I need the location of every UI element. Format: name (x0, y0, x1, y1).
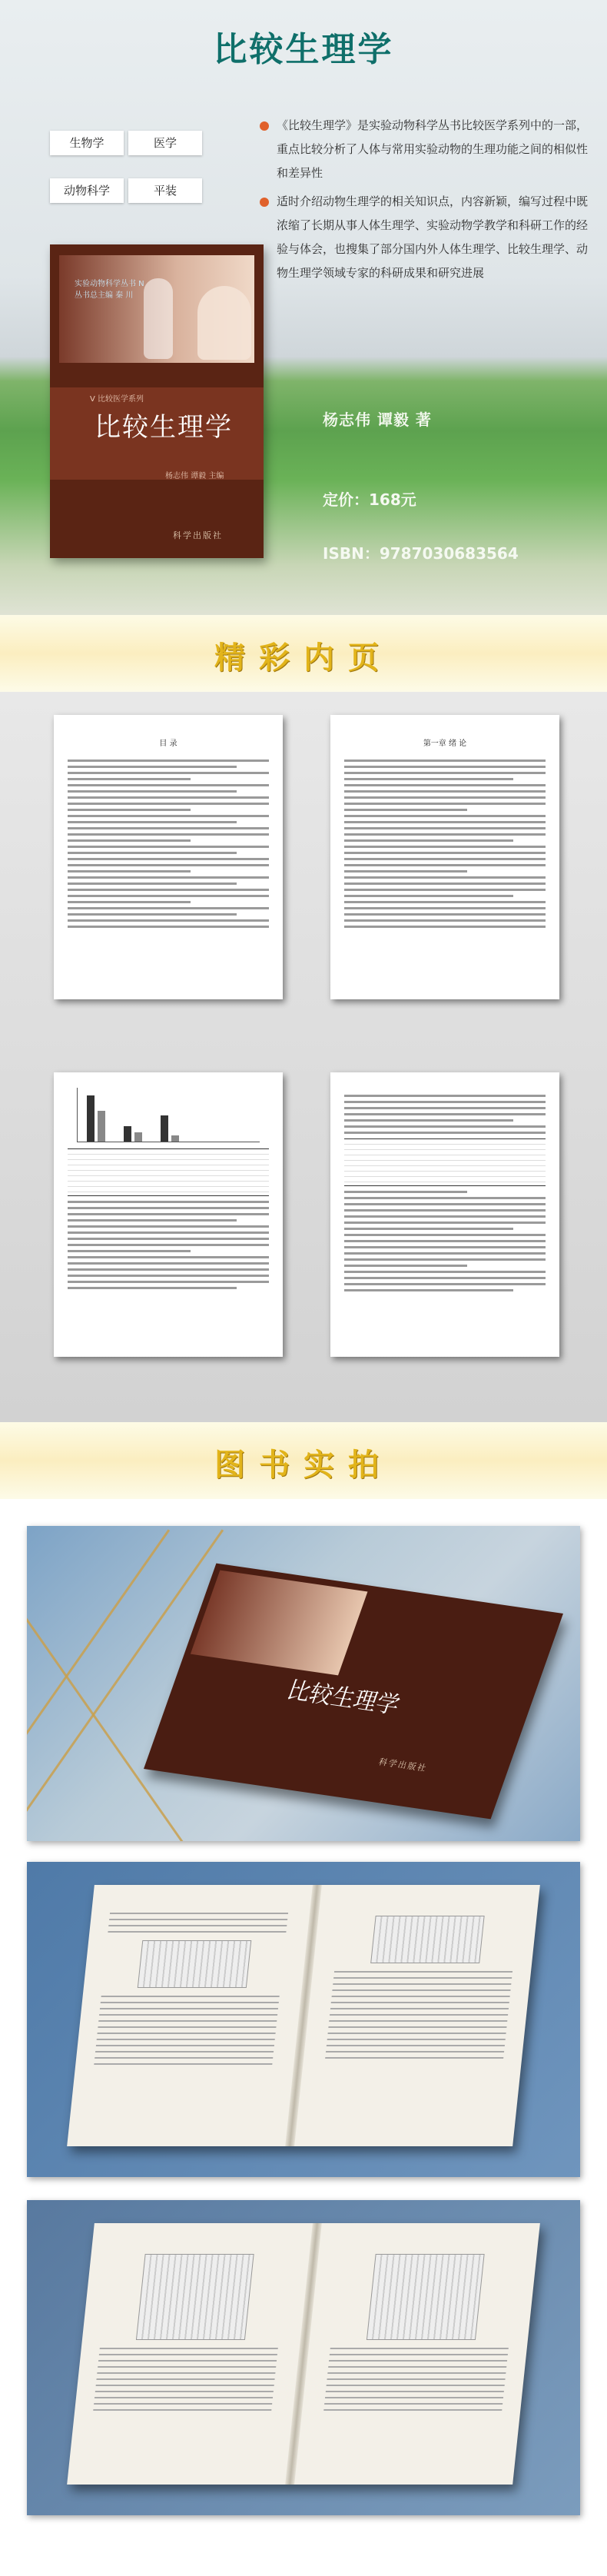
cover-publisher: 科学出版社 (173, 530, 223, 540)
page-diagram-illustration (138, 1940, 252, 1988)
page-table-illustration (68, 1148, 269, 1196)
photo-book-illustration (191, 1571, 368, 1676)
bullet-dot-icon (260, 121, 269, 131)
description-text: 《比较生理学》是实验动物科学丛书比较医学系列中的一部，重点比较分析了人体与常用实验动物的生理功能之间的相似性和差异性 (277, 118, 589, 180)
photo-open-book-2 (27, 2200, 580, 2515)
description-text: 适时介绍动物生理学的相关知识点，内容新颖，编写过程中既浓缩了长期从事人体生理学、实验动物学教学和科研工作的经验与体会，也搜集了部分国内外人体生理学、比较生理学、动物生理学领域专家的科研成果和研究进展 (277, 194, 589, 280)
sample-page-table (330, 1072, 559, 1357)
author-line: 杨志伟 谭毅 著 (323, 410, 432, 429)
inner-pages-gallery (0, 692, 607, 1422)
open-book (67, 2223, 540, 2485)
book-cover (50, 244, 264, 558)
isbn: ISBN：9787030683564 (323, 544, 519, 563)
sample-page-toc (54, 715, 283, 999)
tag-animal-science: 动物科学 (50, 178, 124, 203)
photo-book (144, 1564, 563, 1820)
monkey-figure-icon (197, 286, 251, 360)
section-title-photos: 图书实拍 (214, 1448, 393, 1483)
page-table-illustration (344, 1138, 546, 1186)
tag-biology: 生物学 (50, 131, 124, 155)
sample-page-chapter (330, 715, 559, 999)
hero-section (0, 0, 607, 615)
description-item (260, 190, 590, 285)
description-list (260, 114, 590, 290)
page-anatomy-illustration (367, 2254, 485, 2340)
bullet-dot-icon (260, 198, 269, 207)
section-title-inner-pages: 精彩内页 (214, 640, 393, 676)
cover-series-line1: 实验动物科学丛书 N (75, 280, 144, 288)
cover-series (75, 278, 144, 301)
tag-paperback: 平装 (128, 178, 202, 203)
section-banner-photos (0, 1422, 607, 1499)
page-anatomy-illustration (136, 2254, 254, 2340)
cover-authors: 杨志伟 谭毅 主编 (165, 472, 224, 480)
open-book (67, 1885, 540, 2146)
chapter-title: 第一章 绪 论 (423, 740, 467, 748)
description-item (260, 114, 590, 185)
photo-open-book-1 (27, 1862, 580, 2177)
cover-illustration (59, 255, 254, 363)
tag-medicine: 医学 (128, 131, 202, 155)
page-chart-illustration (77, 1088, 260, 1142)
photo-book-cover (27, 1526, 580, 1841)
page-diagram-illustration (370, 1916, 485, 1963)
photo-book-title: 比较生理学 (283, 1677, 403, 1720)
cover-title: 比较生理学 (95, 412, 233, 443)
photo-book-publisher: 科学出版社 (376, 1757, 429, 1774)
price: 定价：168元 (323, 490, 416, 509)
toc-title: 目 录 (159, 740, 177, 748)
section-banner-inner-pages (0, 615, 607, 692)
sample-page-chart (54, 1072, 283, 1357)
cover-sub-series: Ⅴ 比较医学系列 (90, 395, 144, 404)
human-figure-icon (144, 278, 173, 359)
page-title: 比较生理学 (213, 30, 394, 69)
cover-series-line2: 丛书总主编 秦 川 (75, 291, 134, 300)
